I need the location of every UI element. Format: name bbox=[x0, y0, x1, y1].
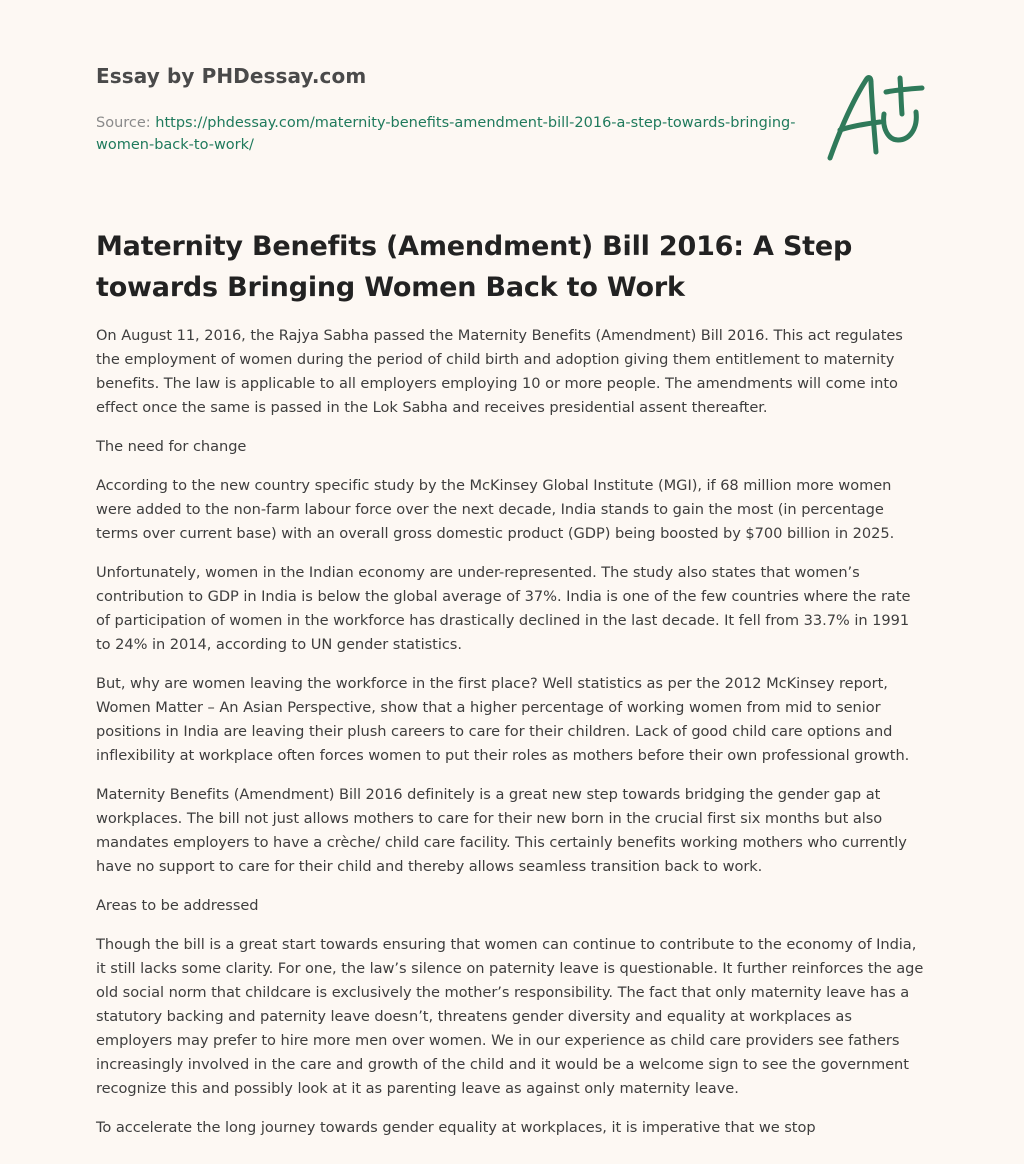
subheading-areas-to-address: Areas to be addressed bbox=[96, 897, 259, 914]
article-title: Maternity Benefits (Amendment) Bill 2016: A Step towards Bringing Women Back to Work bbox=[96, 231, 853, 303]
paragraph-intro: On August 11, 2016, the Rajya Sabha passed the Maternity Benefits (Amendment) Bill 2016. This act regulates the employment of women during the period of child birth and adoption giving them entitlement to maternity benefits. The law is applicable to all employers employing 10 or more people. The amendments will come into effect once the same is passed in the Lok Sabha and receives presidential assent thereafter. bbox=[96, 327, 903, 416]
a-plus-logo-icon bbox=[822, 68, 928, 164]
paragraph-why-leaving: But, why are women leaving the workforce in the first place? Well statistics as per the 2012 McKinsey report, Women Matter – An Asian Perspective, show that a higher percentage of working women from mid to senior positions in India are leaving their plush careers to care for their children. Lack of good child care options and inflexibility at workplace often forces women to put their roles as mothers before their own professional growth. bbox=[96, 675, 910, 764]
source-link[interactable]: https://phdessay.com/maternity-benefits-amendment-bill-2016-a-step-towards-bringing-women-back-to-work/ bbox=[96, 115, 796, 153]
paragraph-accelerate: To accelerate the long journey towards gender equality at workplaces, it is imperative that we stop bbox=[96, 1119, 816, 1136]
site-title: Essay by PHDessay.com bbox=[96, 64, 367, 88]
subheading-need-for-change: The need for change bbox=[96, 438, 247, 455]
essay-page bbox=[96, 0, 928, 1136]
paragraph-bill-step: Maternity Benefits (Amendment) Bill 2016 definitely is a great new step towards bridging the gender gap at workplaces. The bill not just allows mothers to care for their new born in the crucial first six months but also mandates employers to have a crèche/ child care facility. This certainly benefits working mothers who currently have no support to care for their child and thereby allows seamless transition back to work. bbox=[96, 786, 907, 875]
site-header bbox=[96, 0, 928, 190]
source-label: Source: bbox=[96, 115, 156, 131]
paragraph-lacks-clarity: Though the bill is a great start towards ensuring that women can continue to contribute to the economy of India, it still lacks some clarity. For one, the law’s silence on paternity leave is questionable. It further reinforces the age old social norm that childcare is exclusively the mother’s responsibility. The fact that only maternity leave has a statutory backing and paternity leave doesn’t, threatens gender diversity and equality at workplaces as employers may prefer to hire more men over women. We in our experience as child care providers see fathers increasingly involved in the care and growth of the child and it would be a welcome sign to see the government recognize this and possibly look at it as parenting leave as against only maternity leave. bbox=[96, 936, 924, 1097]
article-body bbox=[96, 324, 928, 1155]
source-line bbox=[96, 112, 796, 156]
paragraph-under-represented: Unfortunately, women in the Indian economy are under-represented. The study also states that women’s contribution to GDP in India is below the global average of 37%. India is one of the few countries where the rate of participation of women in the workforce has drastically declined in the last decade. It fell from 33.7% in 1991 to 24% in 2014, according to UN gender statistics. bbox=[96, 564, 911, 653]
paragraph-mgi-study: According to the new country specific study by the McKinsey Global Institute (MGI), if 68 million more women were added to the non-farm labour force over the next decade, India stands to gain the most (in percentage terms over current base) with an overall gross domestic product (GDP) being boosted by $700 billion in 2025. bbox=[96, 477, 895, 542]
